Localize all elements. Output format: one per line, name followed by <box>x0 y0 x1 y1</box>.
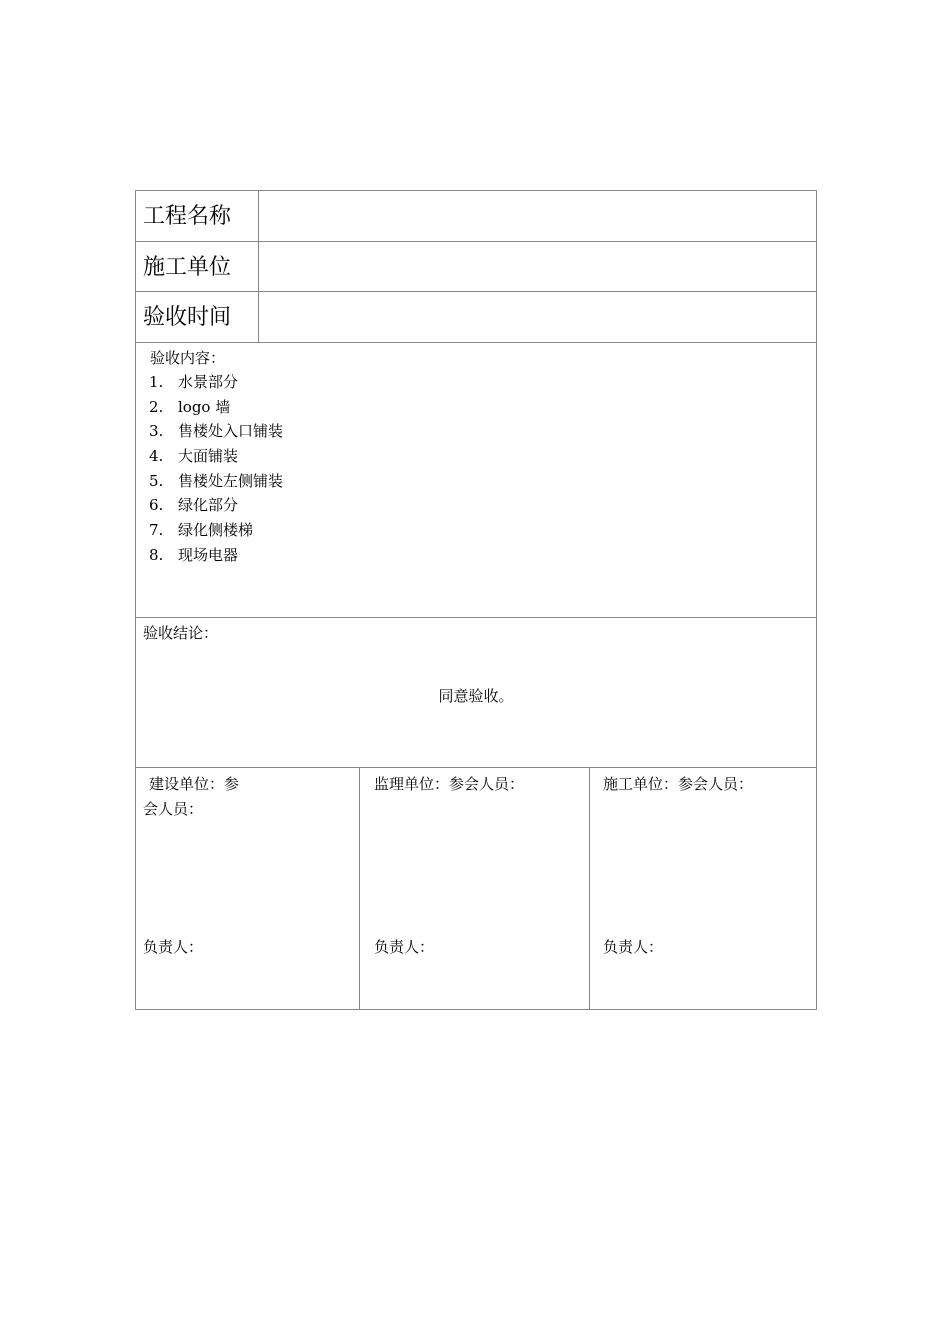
owner-attendees-label-cont: 会人员： <box>143 800 204 818</box>
construction-unit-label-cell <box>136 242 259 291</box>
item-text: 现场电器 <box>178 545 239 564</box>
signature-section <box>136 768 816 1009</box>
acceptance-time-row <box>136 292 816 343</box>
project-name-label: 工程名称 <box>143 204 232 229</box>
project-name-value[interactable] <box>259 191 816 241</box>
acceptance-conclusion-section <box>136 618 816 768</box>
owner-signature-cell <box>136 768 360 1009</box>
item-text: 大面铺装 <box>178 447 239 466</box>
content-list <box>149 370 283 568</box>
supervisor-signature-cell <box>360 768 590 1009</box>
list-item <box>149 543 283 568</box>
list-item <box>149 518 283 543</box>
item-number: 5. <box>149 471 164 490</box>
item-text: 绿化部分 <box>178 496 239 515</box>
contractor-responsible-label: 负责人： <box>603 938 664 956</box>
owner-responsible-label: 负责人： <box>143 938 204 956</box>
supervisor-attendees-label: 监理单位：参会人员： <box>374 775 525 793</box>
construction-unit-label: 施工单位 <box>143 255 232 280</box>
item-number: 2. <box>149 397 164 416</box>
item-text: 水景部分 <box>178 373 239 391</box>
item-text: 售楼处入口铺装 <box>178 422 284 441</box>
item-number: 3. <box>149 422 164 441</box>
content-title: 验收内容： <box>150 349 226 367</box>
project-name-row <box>136 191 816 242</box>
list-item <box>149 370 283 395</box>
item-text: logo 墙 <box>178 397 231 416</box>
list-item <box>149 395 283 420</box>
acceptance-time-label: 验收时间 <box>143 305 232 330</box>
item-text: 售楼处左侧铺装 <box>178 471 284 490</box>
supervisor-responsible-label: 负责人： <box>374 938 435 956</box>
owner-signature-heading <box>143 772 239 822</box>
list-item <box>149 469 283 494</box>
list-item <box>149 444 283 469</box>
list-item <box>149 493 283 518</box>
project-name-label-cell <box>136 191 259 241</box>
acceptance-time-label-cell <box>136 292 259 342</box>
contractor-attendees-label: 施工单位：参会人员： <box>603 775 754 793</box>
contractor-signature-cell <box>590 768 816 1009</box>
acceptance-time-value[interactable] <box>259 292 816 342</box>
conclusion-title: 验收结论： <box>143 624 219 642</box>
item-number: 4. <box>149 447 164 466</box>
construction-unit-value[interactable] <box>259 242 816 291</box>
acceptance-form <box>135 190 817 1010</box>
list-item <box>149 419 283 444</box>
item-number: 8. <box>149 545 164 564</box>
owner-attendees-label: 建设单位：参 <box>149 775 240 793</box>
item-text: 绿化侧楼梯 <box>178 521 254 540</box>
acceptance-content-section <box>136 343 816 618</box>
item-number: 1. <box>149 373 164 391</box>
item-number: 6. <box>149 496 164 515</box>
conclusion-text: 同意验收。 <box>438 687 514 705</box>
item-number: 7. <box>149 521 164 540</box>
construction-unit-row <box>136 242 816 292</box>
